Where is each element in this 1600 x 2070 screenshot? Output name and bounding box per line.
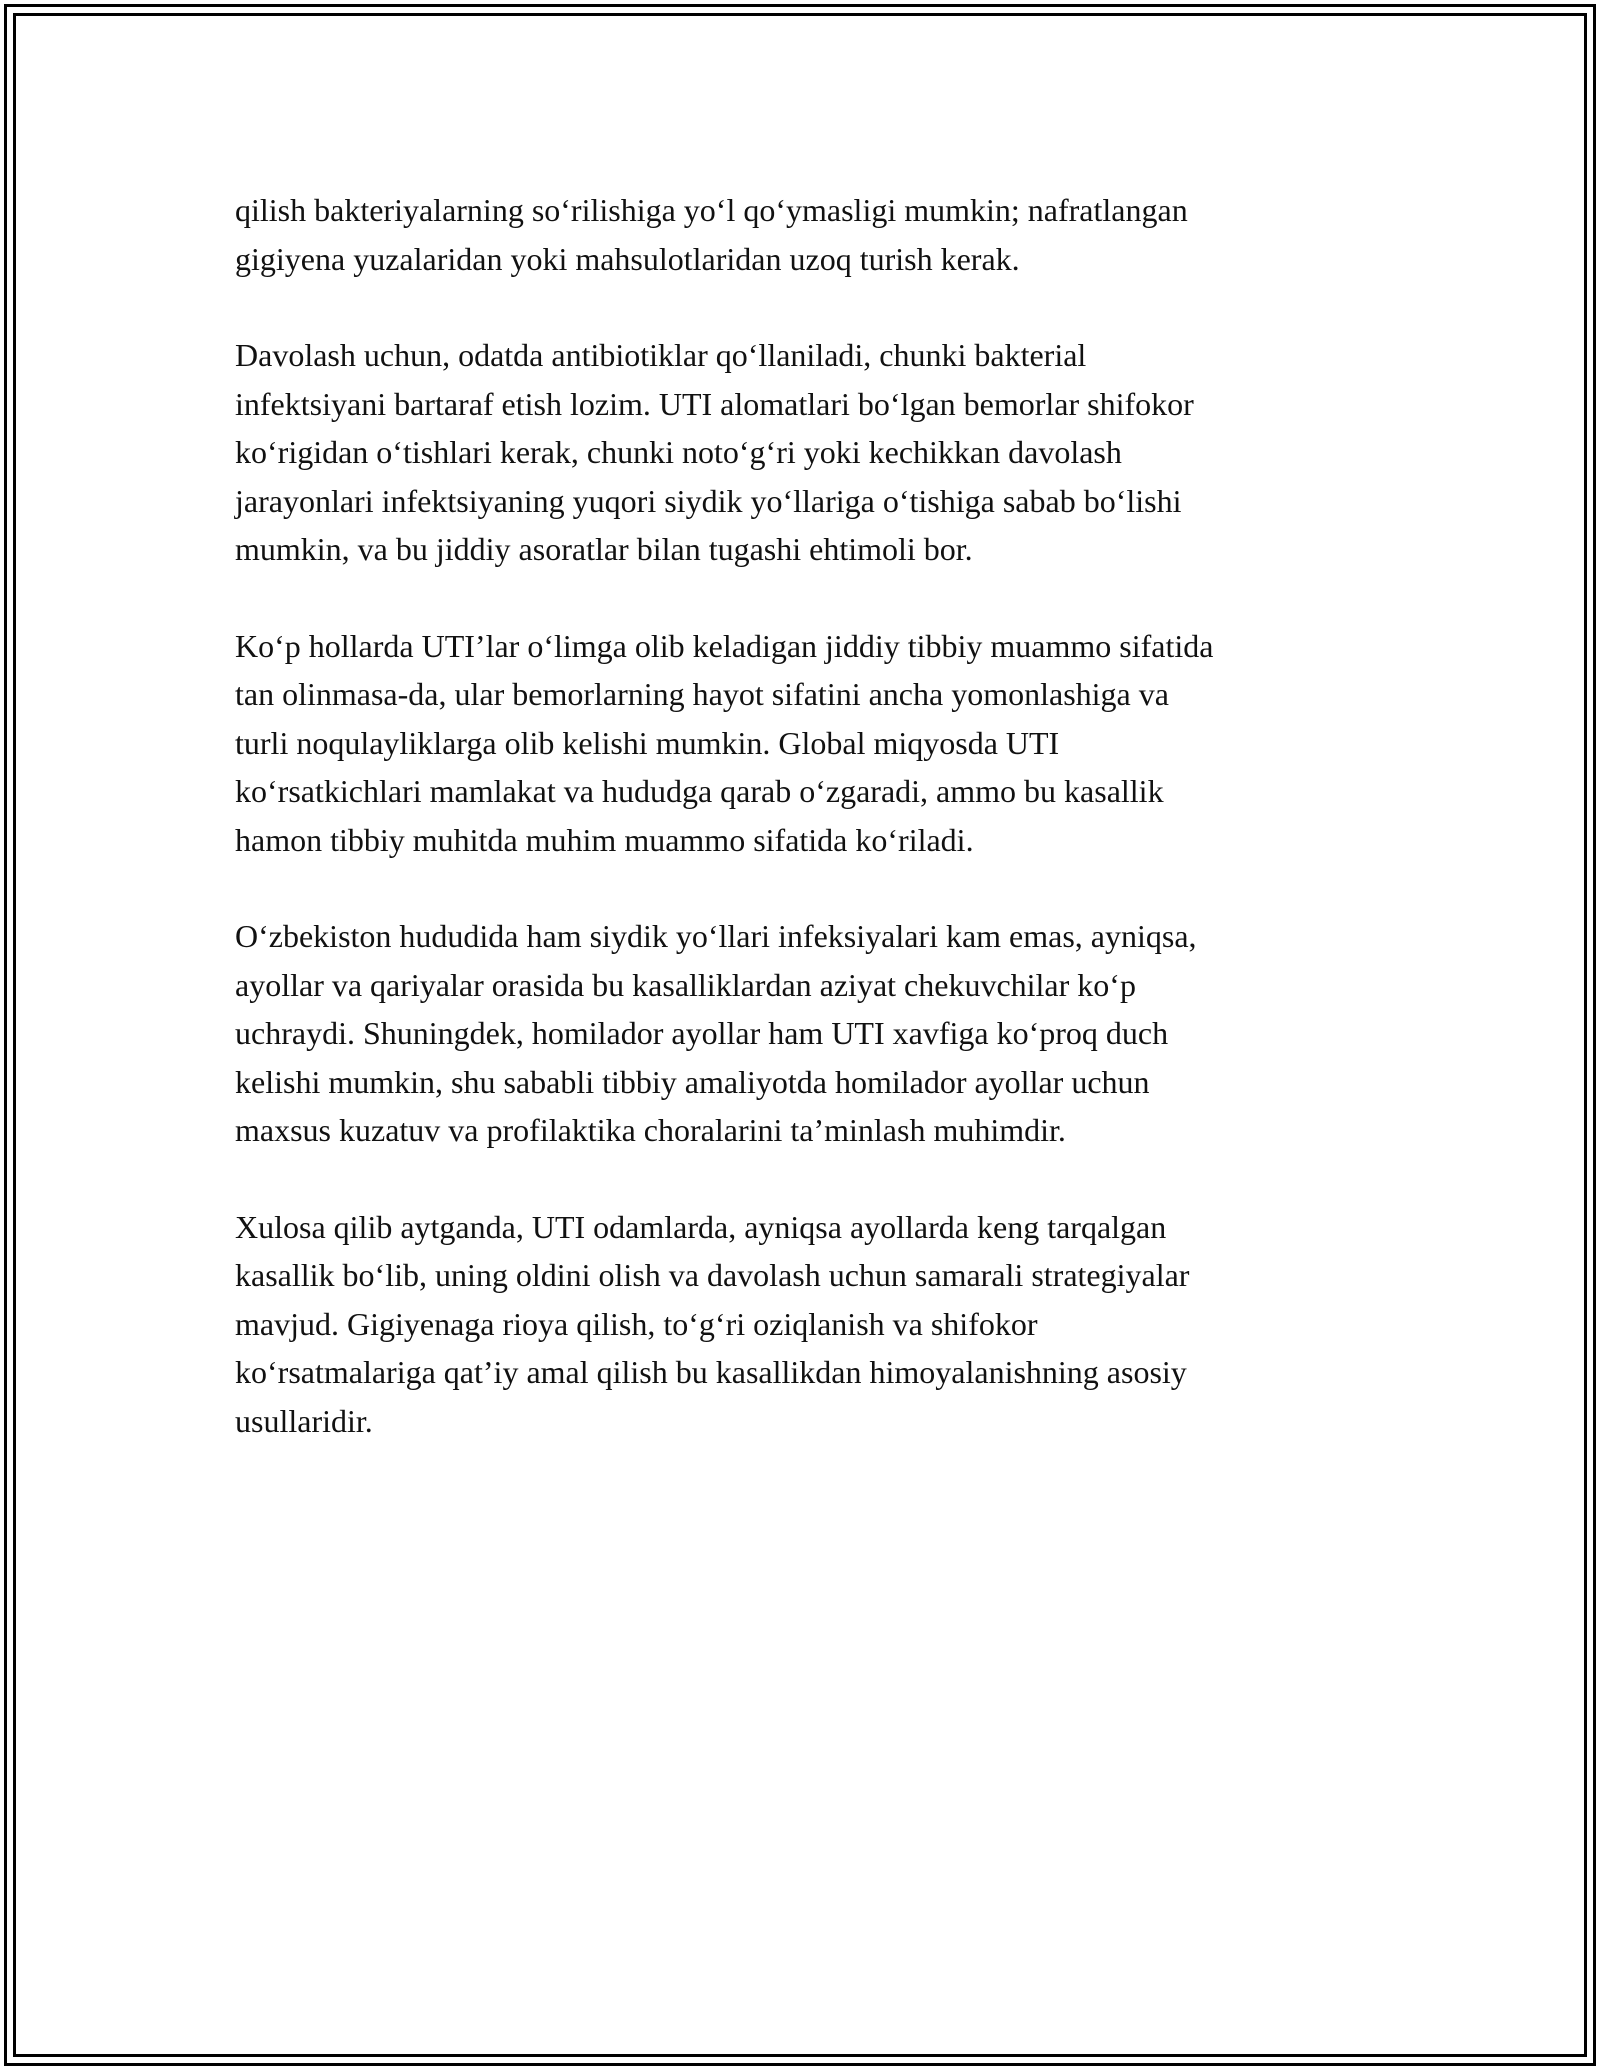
text-line: uchraydi. Shuningdek, homilador ayollar ham UTI xavfiga ko‘proq duch xyxy=(235,1015,1169,1051)
text-line: ko‘rigidan o‘tishlari kerak, chunki noto‘g‘ri yoki kechikkan davolash xyxy=(235,434,1122,470)
text-line: hamon tibbiy muhitda muhim muammo sifatida ko‘riladi. xyxy=(235,821,974,858)
text-line: kasallik bo‘lib, uning oldini olish va davolash uchun samarali strategiyalar xyxy=(235,1257,1190,1293)
text-line: Xulosa qilib aytganda, UTI odamlarda, ayniqsa ayollarda keng tarqalgan xyxy=(235,1208,1167,1245)
document-body xyxy=(235,186,1365,1493)
paragraph-3 xyxy=(235,622,1365,865)
text-line: gigiyena yuzalaridan yoki mahsulotlaridan uzoq turish kerak. xyxy=(235,240,1020,277)
text-line: Davolash uchun, odatda antibiotiklar qo‘llaniladi, chunki bakterial xyxy=(235,337,1087,373)
text-line: qilish bakteriyalarning so‘rilishiga yo‘l qo‘ymasligi mumkin; nafratlangan xyxy=(235,192,1188,228)
text-line: ayollar va qariyalar orasida bu kasalliklardan aziyat chekuvchilar ko‘p xyxy=(235,966,1136,1003)
text-line: ko‘rsatmalariga qat’iy amal qilish bu kasallikdan himoyalanishning asosiy xyxy=(235,1354,1187,1390)
text-line: O‘zbekiston hududida ham siydik yo‘llari infeksiyalari kam emas, ayniqsa, xyxy=(235,918,1197,954)
text-line: mavjud. Gigiyenaga rioya qilish, to‘g‘ri oziqlanish va shifokor xyxy=(235,1305,1038,1342)
text-line: tan olinmasa-da, ular bemorlarning hayot sifatini ancha yomonlashiga va xyxy=(235,676,1169,712)
text-line: maxsus kuzatuv va profilaktika choralarini ta’minlash muhimdir. xyxy=(235,1112,1066,1148)
paragraph-4 xyxy=(235,912,1365,1155)
paragraph-5 xyxy=(235,1203,1365,1446)
text-line: usullaridir. xyxy=(235,1402,373,1439)
paragraph-1 xyxy=(235,186,1365,283)
text-line: kelishi mumkin, shu sababli tibbiy amaliyotda homilador ayollar uchun xyxy=(235,1063,1150,1100)
text-line: mumkin, va bu jiddiy asoratlar bilan tugashi ehtimoli bor. xyxy=(235,531,973,567)
text-line: jarayonlari infektsiyaning yuqori siydik yo‘llariga o‘tishiga sabab bo‘lishi xyxy=(235,482,1182,519)
text-line: Ko‘p hollarda UTI’lar o‘limga olib keladigan jiddiy tibbiy muammo sifatida xyxy=(235,627,1214,664)
text-line: infektsiyani bartaraf etish lozim. UTI alomatlari bo‘lgan bemorlar shifokor xyxy=(235,385,1194,422)
paragraph-2 xyxy=(235,331,1365,574)
text-line: turli noqulayliklarga olib kelishi mumkin. Global miqyosda UTI xyxy=(235,724,1060,761)
text-line: ko‘rsatkichlari mamlakat va hududga qarab o‘zgaradi, ammo bu kasallik xyxy=(235,773,1164,809)
